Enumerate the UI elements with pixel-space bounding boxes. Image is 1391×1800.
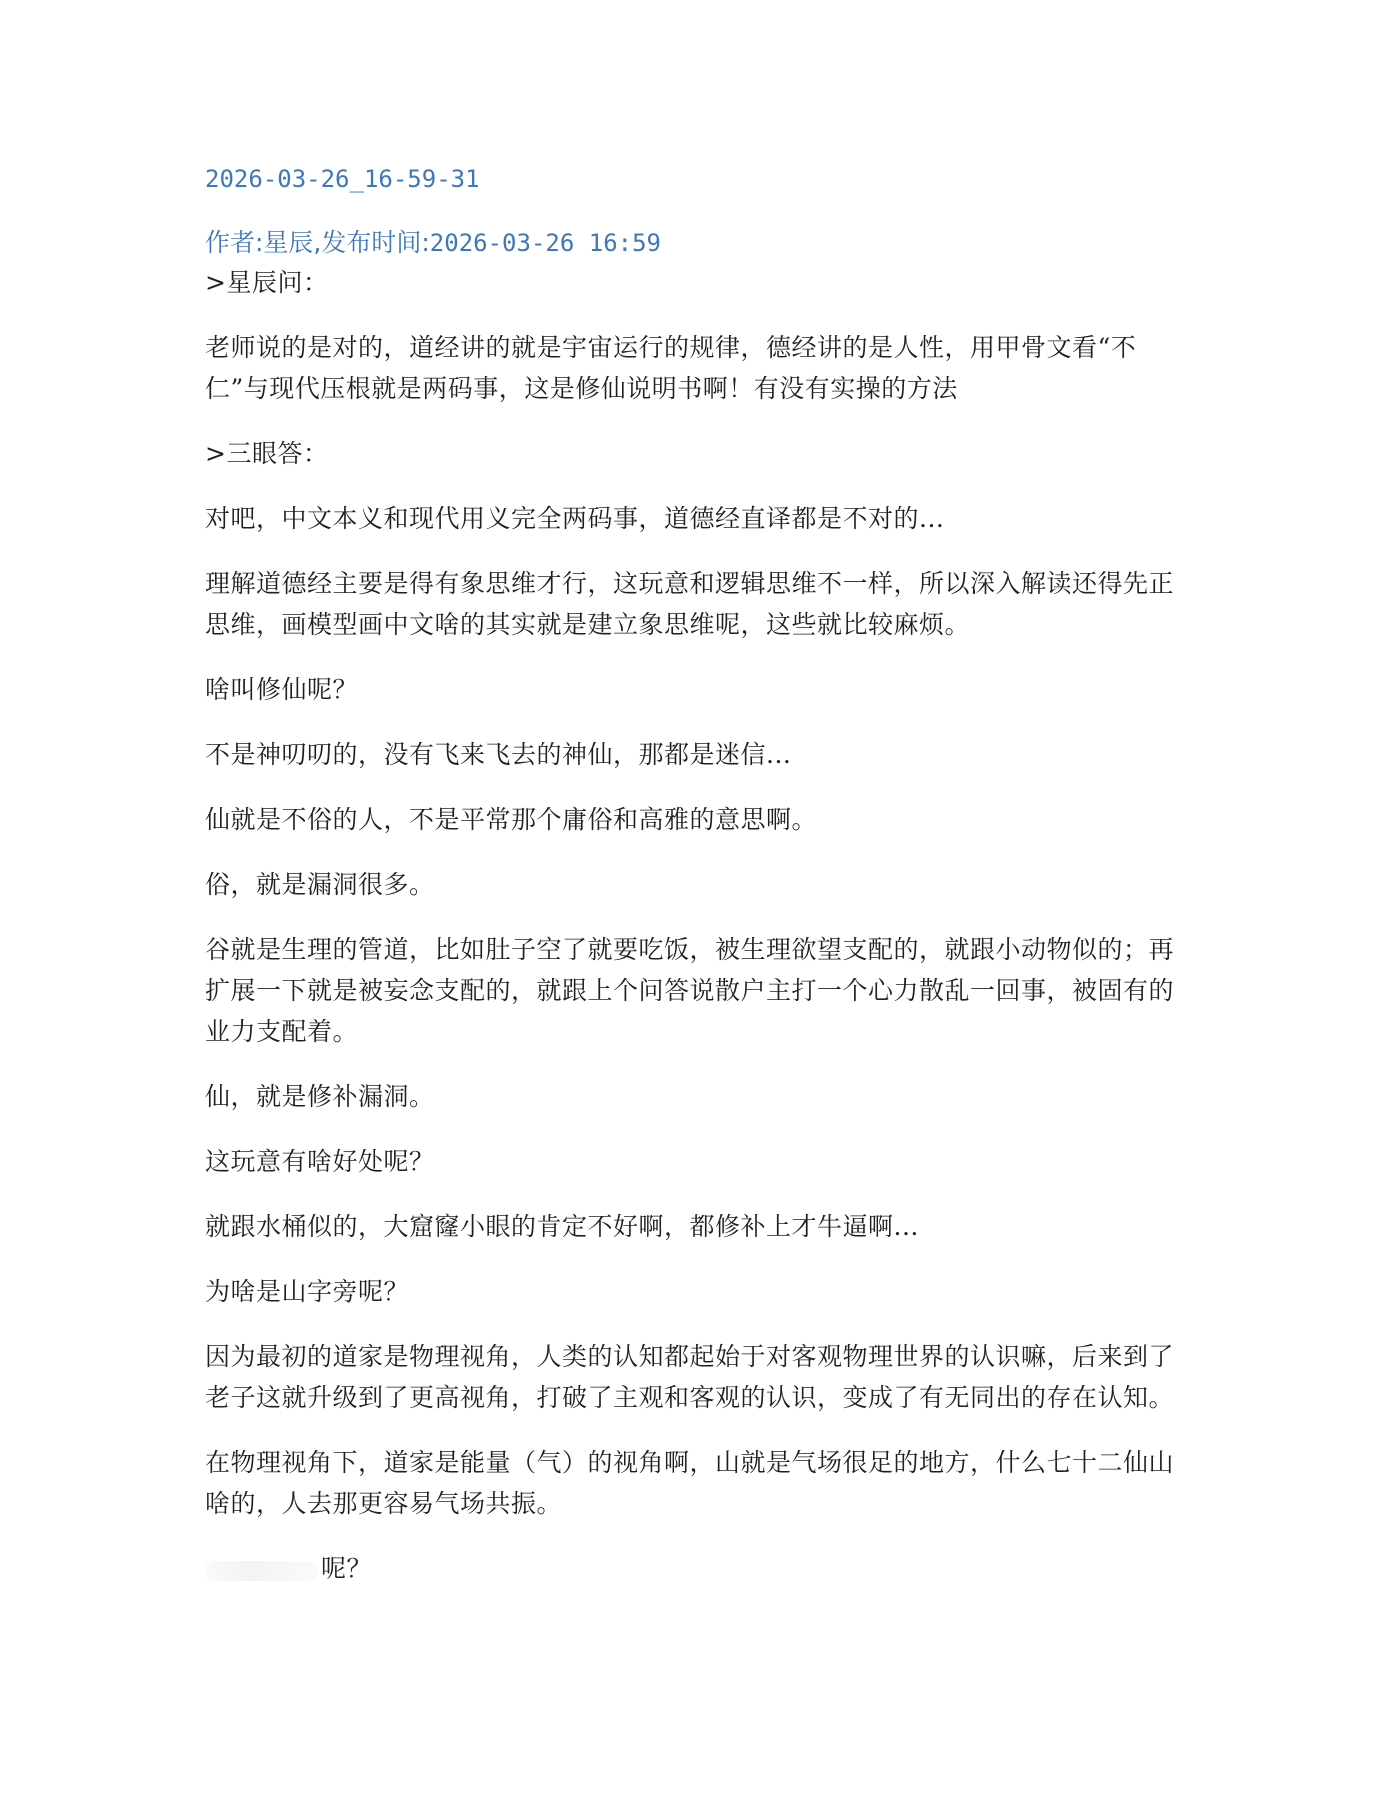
question-label: >星辰问：: [205, 268, 329, 297]
trailing-text: 呢？: [321, 1554, 373, 1583]
paragraph: 俗，就是漏洞很多。: [205, 870, 435, 899]
paragraph: 啥叫修仙呢？: [205, 675, 359, 704]
paragraph: 仙就是不俗的人，不是平常那个庸俗和高雅的意思啊。: [205, 805, 818, 834]
paragraph: 在物理视角下，道家是能量（气）的视角啊，山就是气场很足的地方，什么七十二仙山啥的，人去那更容易气场共振。: [205, 1448, 1175, 1518]
document-title: 2026-03-26_16-59-31: [205, 165, 480, 193]
paragraph: 就跟水桶似的，大窟窿小眼的肯定不好啊，都修补上才牛逼啊...: [205, 1212, 919, 1241]
paragraph: 这玩意有啥好处呢？: [205, 1147, 435, 1176]
paragraph: 理解道德经主要是得有象思维才行，这玩意和逻辑思维不一样，所以深入解读还得先正思维，画模型画中文啥的其实就是建立象思维呢，这些就比较麻烦。: [205, 569, 1175, 639]
paragraph: 为啥是山字旁呢？: [205, 1277, 410, 1306]
faded-text: [205, 1561, 317, 1581]
paragraph: 谷就是生理的管道，比如肚子空了就要吃饭，被生理欲望支配的，就跟小动物似的；再扩展一下就是被妄念支配的，就跟上个问答说散户主打一个心力散乱一回事，被固有的业力支配着。: [205, 935, 1175, 1046]
author-meta: [205, 224, 1195, 262]
paragraph: 不是神叨叨的，没有飞来飞去的神仙，那都是迷信...: [205, 740, 792, 769]
publish-time: 2026-03-26 16:59: [429, 229, 661, 257]
document-page: [205, 160, 1195, 1613]
paragraph: 因为最初的道家是物理视角，人类的认知都起始于对客观物理世界的认识嘛，后来到了老子这就升级到了更高视角，打破了主观和客观的认识，变成了有无同出的存在认知。: [205, 1342, 1175, 1412]
trailing-paragraph: [205, 1548, 1195, 1589]
paragraph: 老师说的是对的，道经讲的就是宇宙运行的规律，德经讲的是人性，用甲骨文看“不仁”与现代压根就是两码事，这是修仙说明书啊！有没有实操的方法: [205, 333, 1137, 403]
paragraph: 仙，就是修补漏洞。: [205, 1082, 435, 1111]
article-content: [205, 262, 1195, 1589]
paragraph: 对吧，中文本义和现代用义完全两码事，道德经直译都是不对的...: [205, 504, 945, 533]
author-meta-label: 作者:星辰,发布时间:: [205, 228, 430, 257]
answer-label: >三眼答：: [205, 439, 329, 468]
